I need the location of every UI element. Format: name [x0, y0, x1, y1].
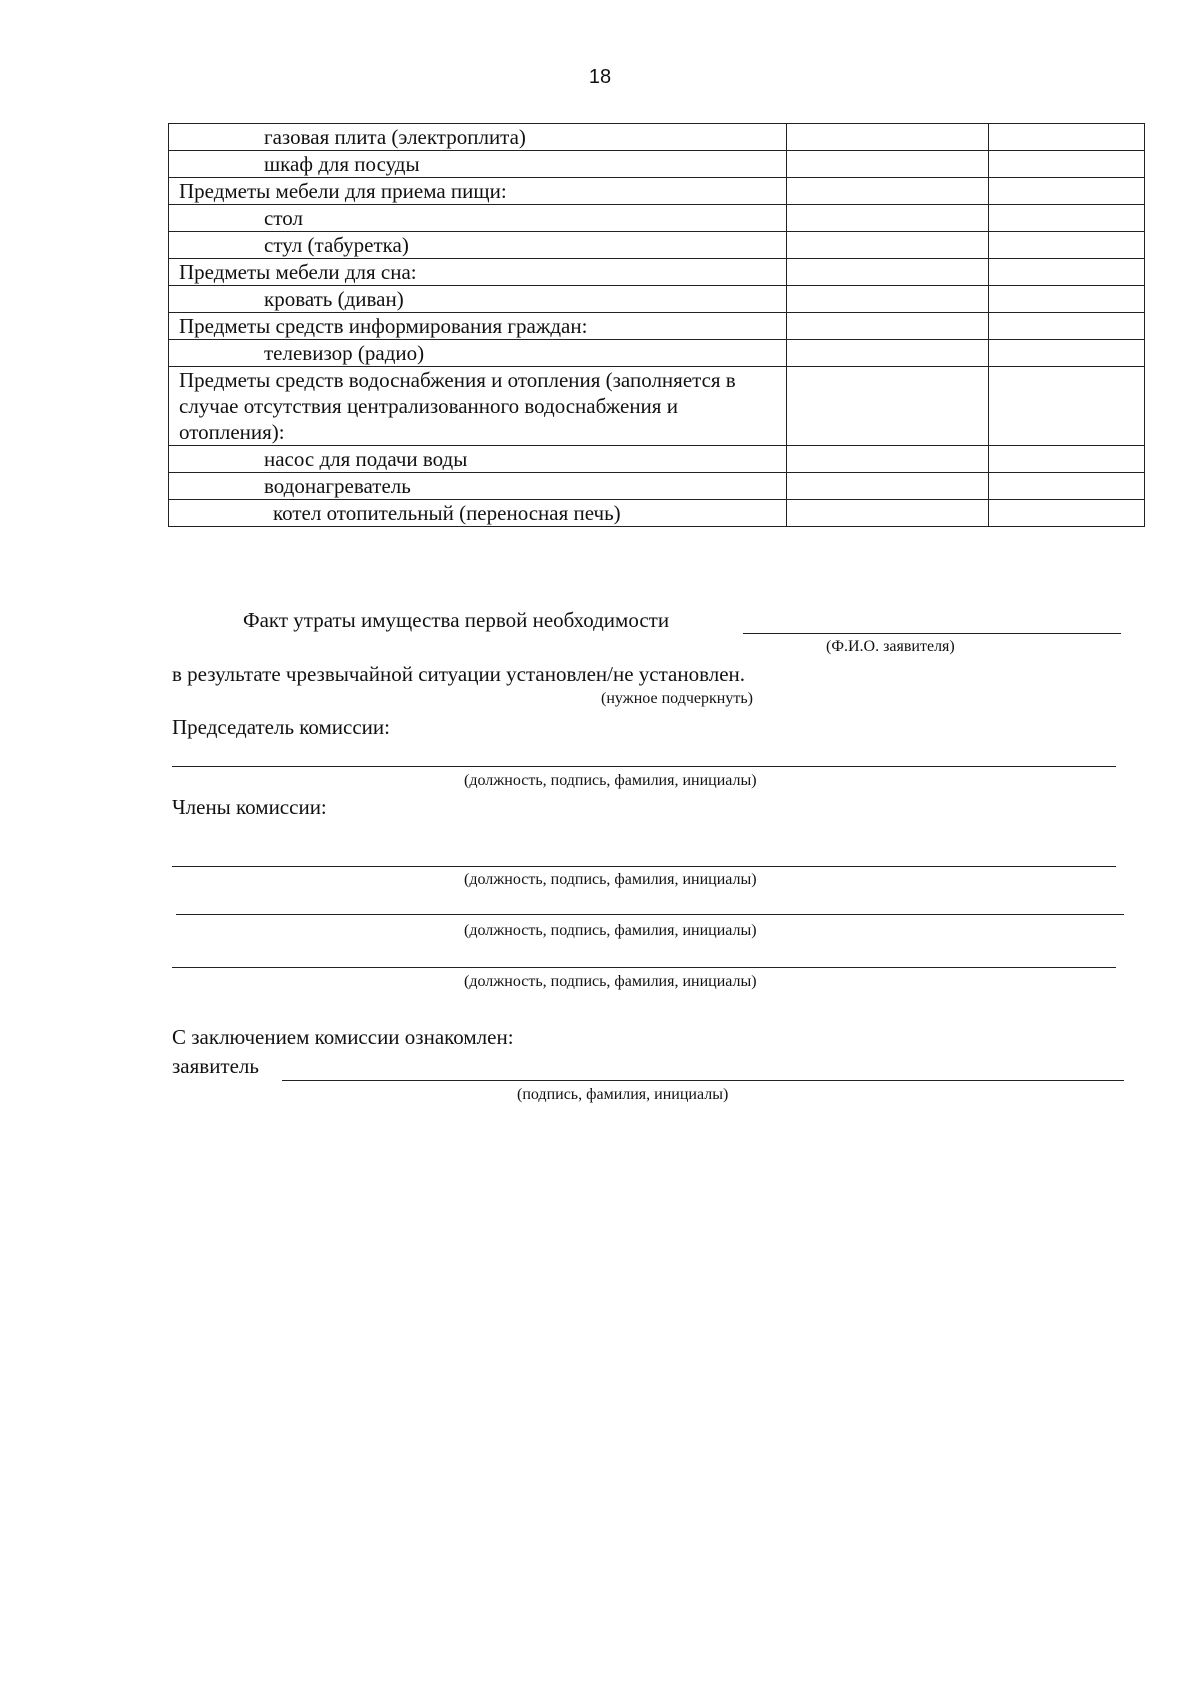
- item-note-cell[interactable]: [989, 340, 1145, 367]
- applicant-signature-caption: (подпись, фамилия, инициалы): [517, 1086, 729, 1103]
- item-label-cell: Предметы мебели для сна:: [169, 259, 787, 286]
- item-note-cell[interactable]: [989, 151, 1145, 178]
- acquainted-text: С заключением комиссии ознакомлен:: [172, 1025, 514, 1049]
- property-table-body: [169, 124, 1145, 527]
- item-value-cell[interactable]: [787, 340, 989, 367]
- table-row: [169, 286, 1145, 313]
- item-value-cell[interactable]: [787, 473, 989, 500]
- item-label-cell: Предметы средств информирования граждан:: [169, 313, 787, 340]
- chairman-label: Председатель комиссии:: [172, 715, 390, 739]
- table-row: [169, 446, 1145, 473]
- table-row: [169, 500, 1145, 527]
- applicant-label: заявитель: [172, 1054, 259, 1078]
- item-label-cell: стул (табуретка): [169, 232, 787, 259]
- member1-signature-line[interactable]: [172, 866, 1116, 867]
- table-row: [169, 367, 1145, 446]
- member3-signature-caption: (должность, подпись, фамилия, инициалы): [464, 973, 757, 990]
- chairman-signature-caption: (должность, подпись, фамилия, инициалы): [464, 772, 757, 789]
- table-row: [169, 473, 1145, 500]
- member2-signature-line[interactable]: [176, 914, 1124, 915]
- item-note-cell[interactable]: [989, 473, 1145, 500]
- table-row: [169, 124, 1145, 151]
- item-value-cell[interactable]: [787, 313, 989, 340]
- item-note-cell[interactable]: [989, 446, 1145, 473]
- item-value-cell[interactable]: [787, 151, 989, 178]
- member3-signature-line[interactable]: [172, 967, 1116, 968]
- chairman-signature-line[interactable]: [172, 766, 1116, 767]
- item-note-cell[interactable]: [989, 286, 1145, 313]
- item-value-cell[interactable]: [787, 232, 989, 259]
- item-label-cell: газовая плита (электроплита): [169, 124, 787, 151]
- item-label-cell: Предметы мебели для приема пищи:: [169, 178, 787, 205]
- item-label-cell: Предметы средств водоснабжения и отопления (заполняется в случае отсутствия централизованного водоснабжения и отопления):: [169, 367, 787, 446]
- item-value-cell[interactable]: [787, 367, 989, 446]
- result-text: в результате чрезвычайной ситуации установлен/не установлен.: [172, 662, 746, 686]
- item-label-cell: котел отопительный (переносная печь): [169, 500, 787, 527]
- item-note-cell[interactable]: [989, 232, 1145, 259]
- item-value-cell[interactable]: [787, 124, 989, 151]
- table-row: [169, 151, 1145, 178]
- table-row: [169, 259, 1145, 286]
- table-row: [169, 205, 1145, 232]
- item-label-cell: водонагреватель: [169, 473, 787, 500]
- item-value-cell[interactable]: [787, 446, 989, 473]
- applicant-signature-line[interactable]: [282, 1080, 1124, 1081]
- item-value-cell[interactable]: [787, 259, 989, 286]
- page-number: 18: [588, 66, 612, 88]
- table-row: [169, 178, 1145, 205]
- item-label-cell: кровать (диван): [169, 286, 787, 313]
- member2-signature-caption: (должность, подпись, фамилия, инициалы): [464, 922, 757, 939]
- item-label-cell: стол: [169, 205, 787, 232]
- item-value-cell[interactable]: [787, 500, 989, 527]
- table-row: [169, 340, 1145, 367]
- item-note-cell[interactable]: [989, 259, 1145, 286]
- table-row: [169, 232, 1145, 259]
- item-value-cell[interactable]: [787, 178, 989, 205]
- item-note-cell[interactable]: [989, 205, 1145, 232]
- item-note-cell[interactable]: [989, 500, 1145, 527]
- underline-caption: (нужное подчеркнуть): [601, 690, 753, 707]
- member1-signature-caption: (должность, подпись, фамилия, инициалы): [464, 871, 757, 888]
- fact-text: Факт утраты имущества первой необходимости: [243, 608, 670, 632]
- item-label-cell: шкаф для посуды: [169, 151, 787, 178]
- property-table: [168, 123, 1145, 527]
- item-value-cell[interactable]: [787, 205, 989, 232]
- item-note-cell[interactable]: [989, 367, 1145, 446]
- members-label: Члены комиссии:: [172, 795, 327, 819]
- item-label-cell: насос для подачи воды: [169, 446, 787, 473]
- item-value-cell[interactable]: [787, 286, 989, 313]
- item-note-cell[interactable]: [989, 313, 1145, 340]
- item-label-cell: телевизор (радио): [169, 340, 787, 367]
- item-note-cell[interactable]: [989, 124, 1145, 151]
- fio-caption: (Ф.И.О. заявителя): [826, 638, 955, 655]
- applicant-name-line[interactable]: [743, 633, 1121, 634]
- item-note-cell[interactable]: [989, 178, 1145, 205]
- table-row: [169, 313, 1145, 340]
